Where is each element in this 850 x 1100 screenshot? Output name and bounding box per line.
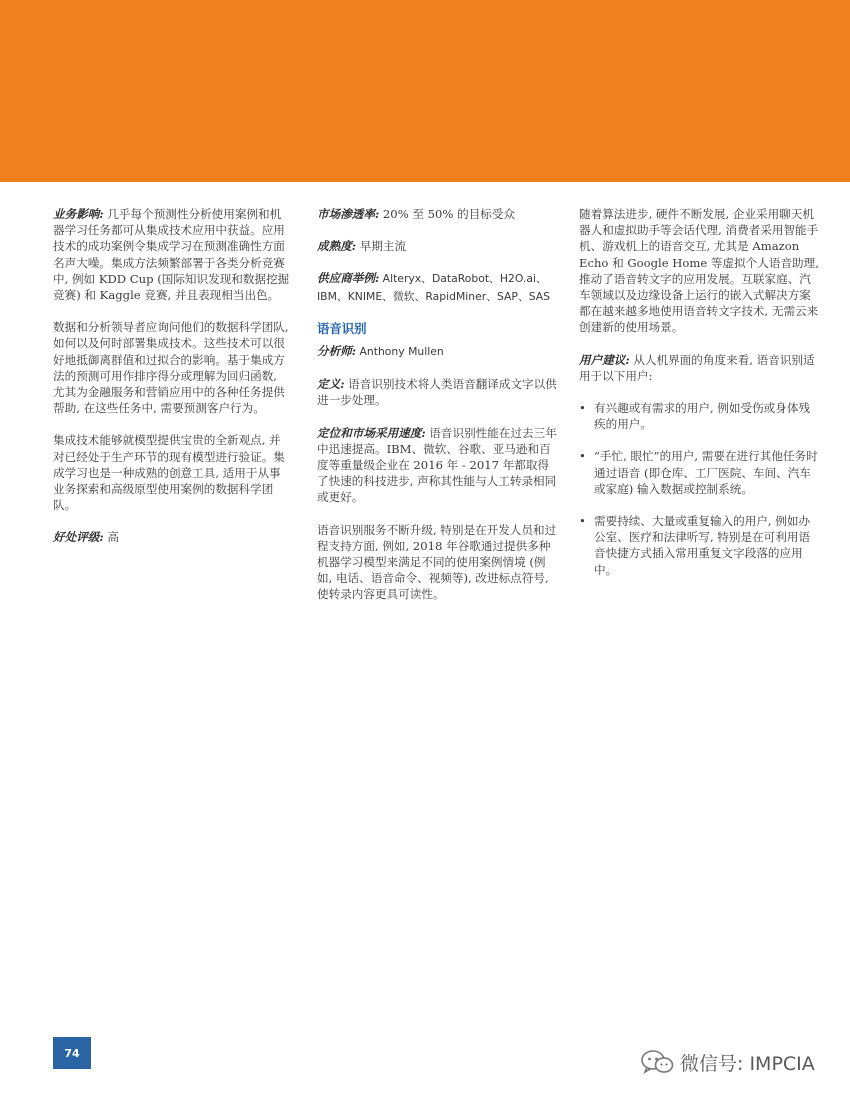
- leaders-paragraph: 数据和分析领导者应询问他们的数据科学团队, 如何以及何时部署集成技术。这些技术可以很好地抵御离群值和过拟合的影响。基于集成方法的预测可用作排序得分或理解为回归函数, 尤其为金融服务和营销应用中的各种任务提供帮助, 在这些任务中, 需要预测客户行为。: [53, 320, 289, 416]
- analyst-value: Anthony Mullen: [356, 345, 444, 359]
- vendors-label: 供应商举例:: [317, 271, 380, 286]
- service-upgrade-paragraph: 语音识别服务不断升级, 特别是在开发人员和过程支持方面, 例如, 2018 年谷歌通过提供多种机器学习模型来满足不同的使用案例情境 (例如, 电话、语音命令、视频等), 改进标点符号, 使转录内容更具可读性。: [317, 522, 557, 602]
- column-middle: [317, 206, 557, 619]
- benefit-rating-label: 好处评级:: [53, 530, 104, 545]
- vendors-paragraph: [317, 270, 557, 304]
- analyst-label: 分析师:: [317, 344, 357, 359]
- column-right: [579, 206, 819, 594]
- ensemble-value-paragraph: 集成技术能够就模型提供宝贵的全新观点, 并对已经处于生产环节的现有模型进行验证。集成学习也是一种成熟的创意工具, 适用于从事业务探索和高级原型使用案例的数据科学团队。: [53, 433, 285, 513]
- list-item-text: 需要持续、大量或重复输入的用户, 例如办公室、医疗和法律听写, 特别是在可利用语音快捷方式插入常用重复文字段落的应用中。: [594, 514, 811, 577]
- position-adoption-text: 语音识别性能在过去三年中迅速提高。IBM、微软、谷歌、亚马逊和百度等重量级企业在 2016 年 - 2017 年都取得了快速的科技进步, 声称其性能与人工转录相同或更好。: [317, 425, 557, 505]
- page-number: 74: [53, 1037, 91, 1069]
- list-item: [579, 513, 819, 578]
- list-item-text: “手忙, 眼忙”的用户, 需要在进行其他任务时通过语音 (即仓库、工厂医院、车间、汽车或家庭) 输入数据或控制系统。: [594, 449, 818, 496]
- list-item: [579, 448, 819, 497]
- position-adoption-label: 定位和市场采用速度:: [317, 425, 426, 440]
- bullet-icon: •: [579, 401, 586, 416]
- user-bullet-list: [579, 400, 819, 578]
- benefit-rating-paragraph: [53, 529, 291, 545]
- list-item-text: 有兴趣或有需求的用户, 例如受伤或身体残疾的用户。: [594, 401, 811, 432]
- market-penetration-label: 市场渗透率:: [317, 207, 380, 221]
- section-heading-speech-recognition: 语音识别: [317, 320, 367, 336]
- user-advice-label: 用户建议:: [579, 352, 630, 367]
- algorithm-progress-paragraph: 随着算法进步, 硬件不断发展, 企业采用聊天机器人和虚拟助手等会话代理, 消费者采用智能手机、游戏机上的语音交互, 尤其是 Amazon Echo 和 Google Home 等虚拟个人语音助理, 推动了语音转文字的应用发展。互联家庭、汽车领域以及边缘设备上运行的嵌入式解决方案都在越来越多地使用语音转文字技术, 无需云来创建新的使用场景。: [579, 207, 819, 335]
- watermark-text: 微信号: IMPCIA: [680, 1052, 815, 1075]
- business-impact-text: 几乎每个预测性分析使用案例和机器学习任务都可从集成技术应用中获益。应用技术的成功案例令集成学习在预测准确性方面名声大噪。集成方法频繁部署于各类分析竞赛中, 例如 KDD Cup (国际知识发现和数据挖掘竞赛) 和 Kaggle 竞赛, 并且表现相当出色。: [53, 207, 290, 303]
- benefit-rating-value: 高: [103, 530, 119, 545]
- user-advice-paragraph: [579, 352, 819, 384]
- vendors-value: Alteryx、DataRobot、H2O.ai、IBM、KNIME、微软、RapidMiner、SAP、SAS: [317, 272, 551, 303]
- watermark: [640, 1044, 815, 1080]
- bullet-icon: •: [579, 514, 586, 529]
- maturity-paragraph: [317, 238, 557, 254]
- bullet-icon: •: [579, 449, 586, 464]
- definition-paragraph: [317, 376, 557, 408]
- column-left: [53, 206, 291, 562]
- business-impact-paragraph: [53, 206, 291, 303]
- position-adoption-paragraph: [317, 425, 557, 506]
- market-penetration-paragraph: [317, 206, 557, 222]
- analyst-paragraph: [317, 343, 557, 360]
- definition-text: 语音识别技术将人类语音翻译成文字以供进一步处理。: [317, 377, 557, 408]
- maturity-value: 早期主流: [356, 239, 407, 254]
- header-banner: [0, 0, 850, 182]
- user-advice-text: 从人机界面的角度来看, 语音识别适用于以下用户:: [579, 352, 815, 383]
- wechat-icon: [640, 1049, 674, 1075]
- business-impact-label: 业务影响:: [53, 207, 104, 221]
- list-item: [579, 400, 819, 432]
- market-penetration-value: 20% 至 50% 的目标受众: [379, 207, 516, 221]
- maturity-label: 成熟度:: [317, 239, 357, 254]
- definition-label: 定义:: [317, 377, 345, 392]
